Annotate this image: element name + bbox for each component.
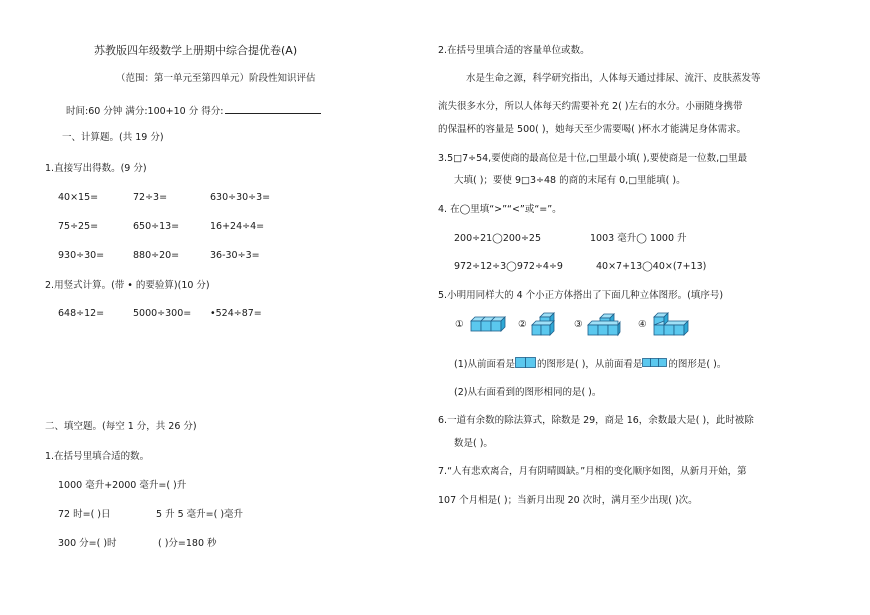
q1-item: 16+24÷4= <box>210 221 265 232</box>
r-q5-sub1-b: 的图形是( )，从前面看是 <box>536 359 643 370</box>
q1-item: 930÷30= <box>58 250 105 261</box>
fill1-line: ( )分=180 秒 <box>158 538 217 549</box>
exam-title: 苏教版四年级数学上册期中综合提优卷(A) <box>94 44 298 57</box>
fill1-title: 1.在括号里填合适的数。 <box>45 451 150 462</box>
exam-info <box>66 103 321 118</box>
fill1-line: 5 升 5 毫升=( )毫升 <box>156 509 244 520</box>
q1-item: 880÷20= <box>133 250 180 261</box>
r-q2-line: 水是生命之源，科学研究指出，人体每天通过排尿、流汗、皮肤蒸发等 <box>466 73 761 84</box>
q2-item: 648÷12= <box>58 308 105 319</box>
exam-info-text: 时间:60 分钟 满分:100+10 分 得分: <box>66 106 224 117</box>
section-2-heading: 二、填空题。(每空 1 分，共 26 分) <box>45 421 197 432</box>
fig-label: ② <box>518 319 527 330</box>
fig-label: ① <box>455 319 464 330</box>
r-q5-title: 5.小明用同样大的 4 个小正方体搭出了下面几种立体图形。(填序号) <box>438 290 724 301</box>
r-q5-sub1 <box>454 357 726 371</box>
q1-item: 75÷25= <box>58 221 99 232</box>
r-q2-line: 流失很多水分，所以人体每天约需要补充 2( )左右的水分。小丽随身携带 <box>438 101 743 112</box>
r-q4-item: 1003 毫升◯ 1000 升 <box>590 233 687 244</box>
r-q7-line: 107 个月相是( )；当新月出现 20 次时，满月至少出现( )次。 <box>438 495 698 506</box>
cube-figure-2 <box>530 312 560 338</box>
fill1-line: 1000 毫升+2000 毫升=( )升 <box>58 480 187 491</box>
q2-title: 2.用竖式计算。(带 • 的要验算)(10 分) <box>45 280 210 291</box>
q2-item: •524÷87= <box>210 308 262 319</box>
r-q3-line: 3.5□7÷54,要使商的最高位是十位,□里最小填( ),要使商是一位数,□里最 <box>438 153 748 164</box>
r-q4-title: 4. 在◯里填“>”“<”或“=”。 <box>438 204 562 215</box>
q1-item: 72÷3= <box>133 192 168 203</box>
r-q6-line: 数是( )。 <box>454 438 493 449</box>
three-square-shape-icon <box>642 358 668 367</box>
q1-title: 1.直接写出得数。(9 分) <box>45 163 147 174</box>
r-q3-line: 大填( )；要使 9□3÷48 的商的末尾有 0,□里能填( )。 <box>454 175 686 186</box>
cube-figure-3 <box>586 313 622 337</box>
r-q4-item: 40×7+13◯40×(7+13) <box>596 261 707 272</box>
two-square-shape-icon <box>515 357 537 368</box>
section-1-heading: 一、计算题。(共 19 分) <box>62 132 164 143</box>
cube-figure-1 <box>467 315 507 337</box>
score-blank <box>225 103 321 114</box>
r-q5-sub1-a: (1)从前面看是 <box>454 359 515 370</box>
fill1-line: 300 分=( )时 <box>58 538 117 549</box>
r-q2-line: 的保温杯的容量是 500( )，她每天至少需要喝( )杯水才能满足身体需求。 <box>438 124 747 135</box>
r-q7-line: 7.“人有悲欢离合，月有阴晴圆缺。”月相的变化顺序如图，从新月开始，第 <box>438 466 747 477</box>
r-q5-sub2: (2)从右面看到的图形相同的是( )。 <box>454 387 602 398</box>
r-q5-sub1-c: 的图形是( )。 <box>668 359 727 370</box>
q1-item: 40×15= <box>58 192 99 203</box>
q1-item: 650÷13= <box>133 221 180 232</box>
q1-item: 36-30÷3= <box>210 250 260 261</box>
r-q4-item: 200÷21◯200÷25 <box>454 233 541 244</box>
fig-label: ④ <box>638 319 647 330</box>
r-q2-title: 2.在括号里填合适的容量单位或数。 <box>438 45 590 56</box>
r-q6-line: 6.一道有余数的除法算式，除数是 29，商是 16，余数最大是( )，此时被除 <box>438 415 754 426</box>
exam-scope: （范围：第一单元至第四单元）阶段性知识评估 <box>116 73 316 84</box>
r-q4-item: 972÷12÷3◯972÷4÷9 <box>454 261 563 272</box>
q2-item: 5000÷300= <box>133 308 192 319</box>
cube-figure-4 <box>650 312 690 338</box>
fill1-line: 72 时=( )日 <box>58 509 111 520</box>
q1-item: 630÷30÷3= <box>210 192 271 203</box>
fig-label: ③ <box>574 319 583 330</box>
